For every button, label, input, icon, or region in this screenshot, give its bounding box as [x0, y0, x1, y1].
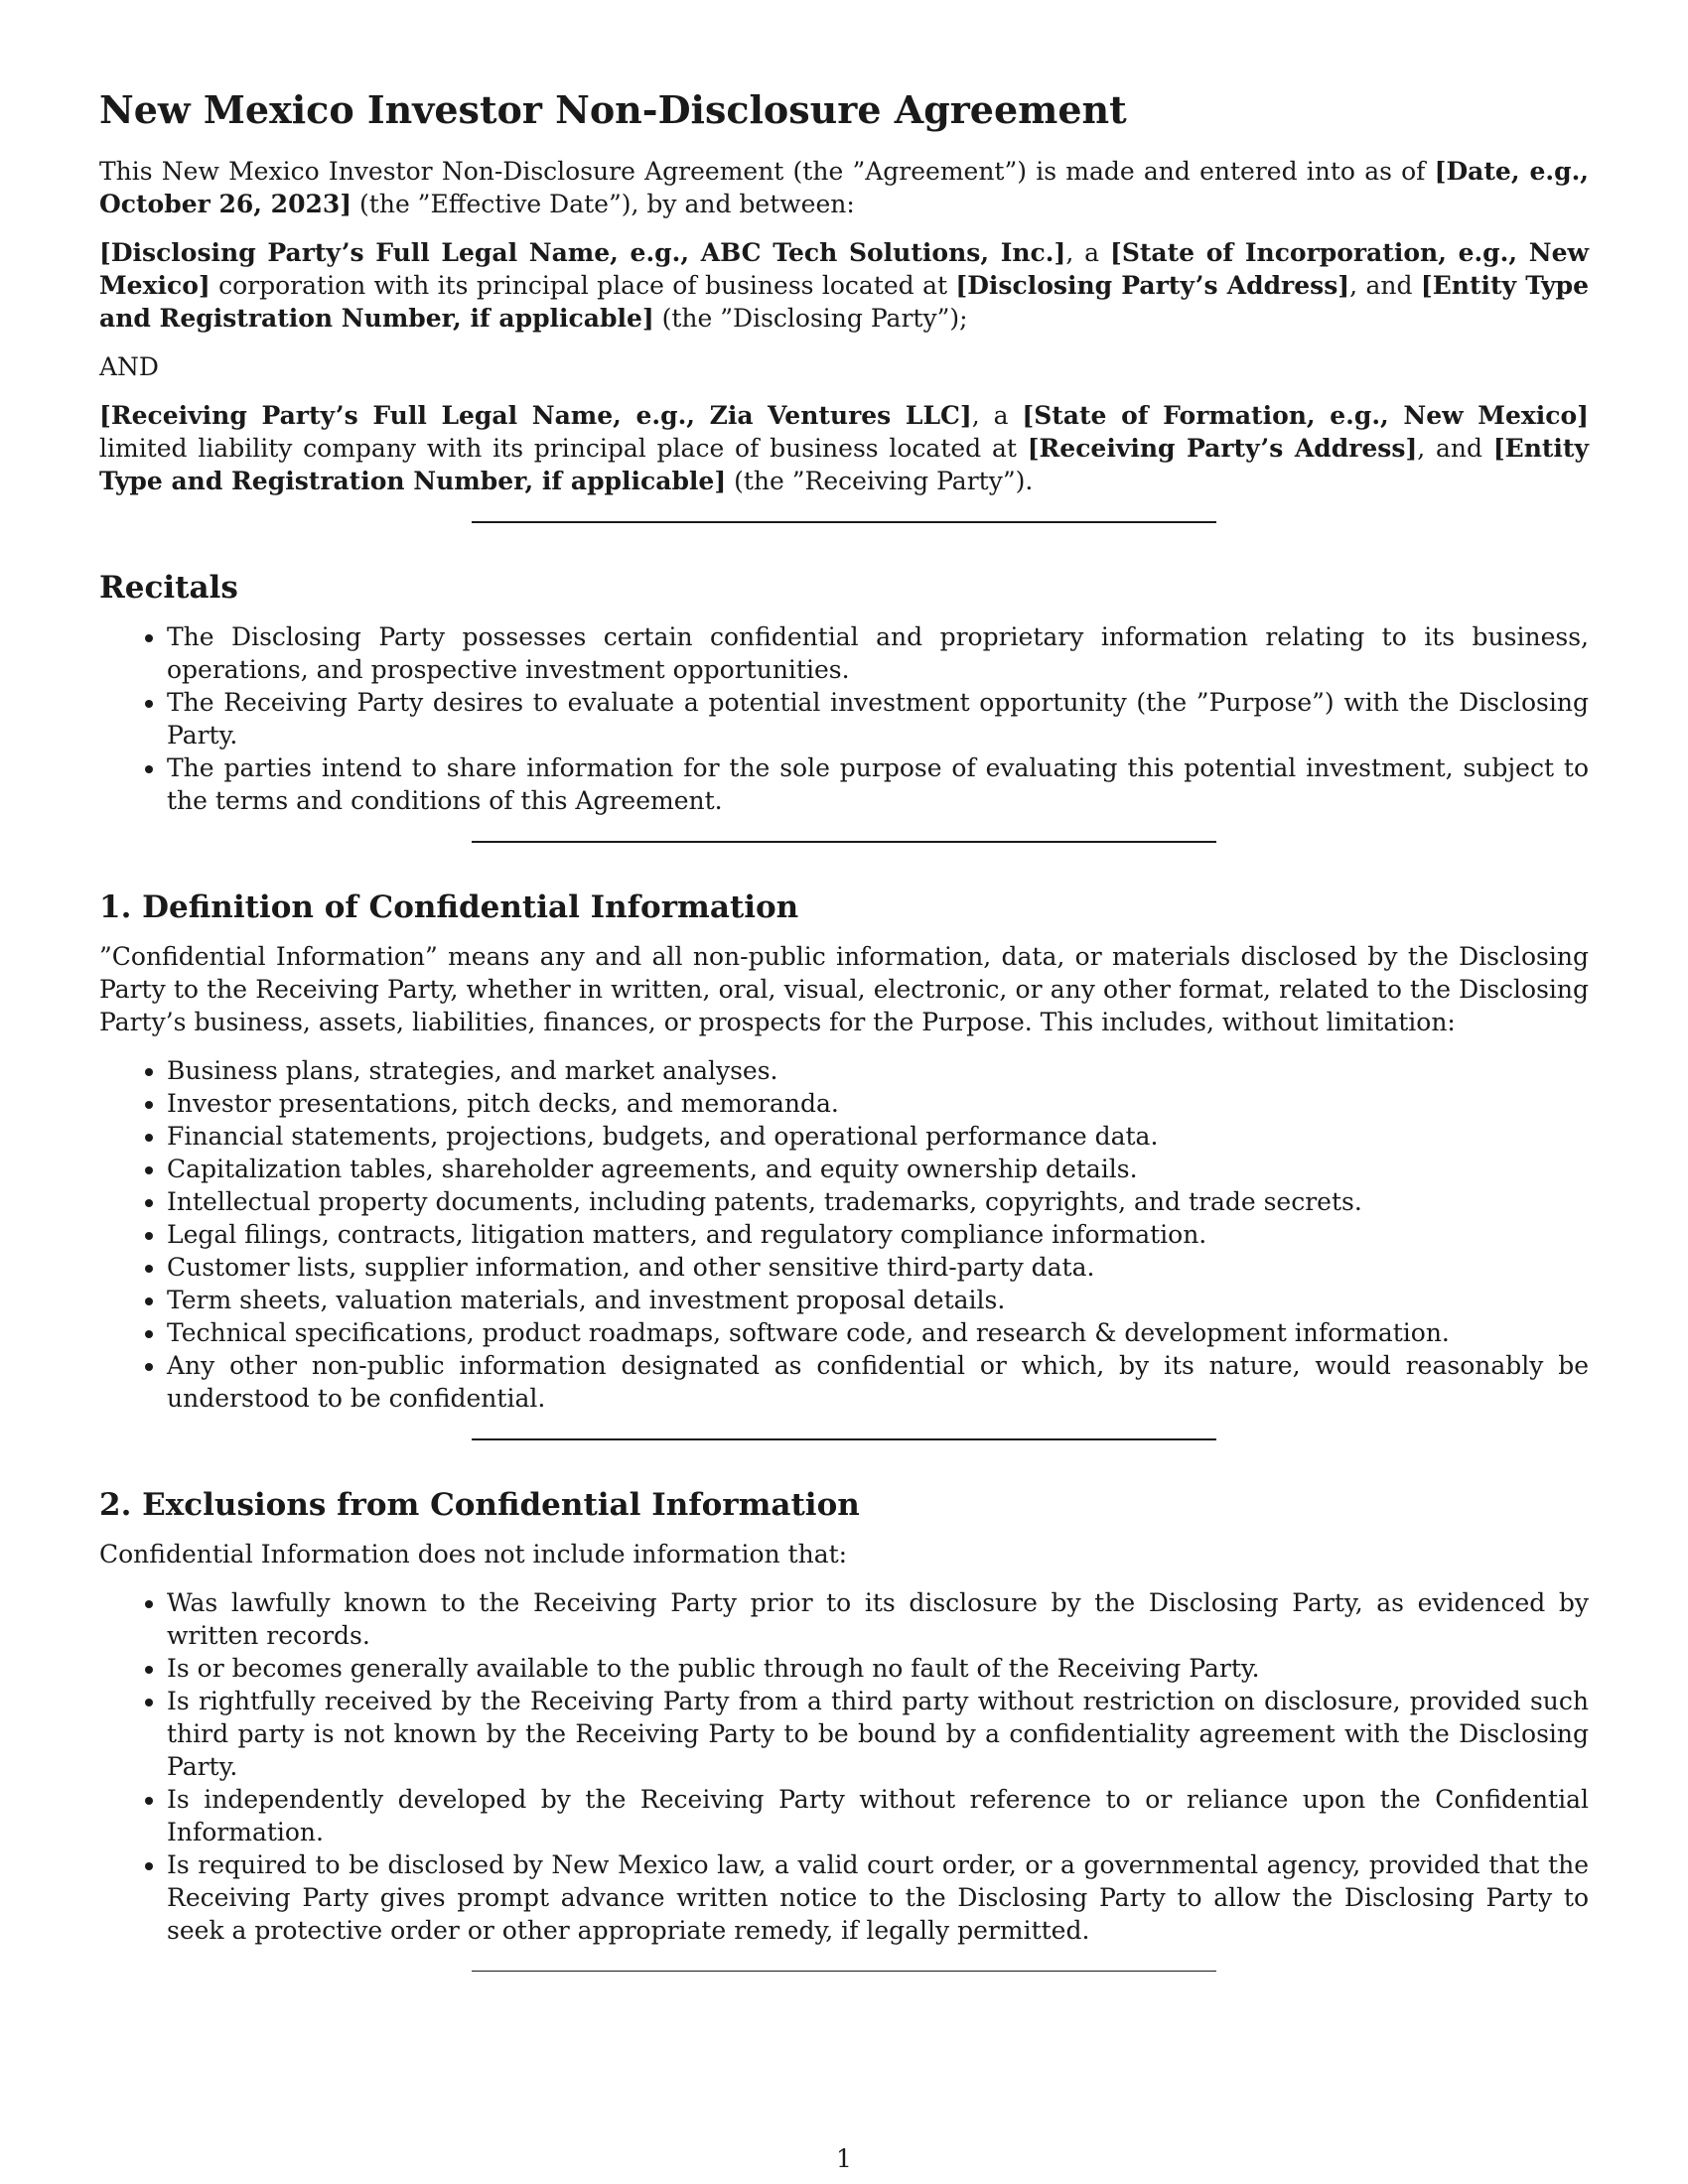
list-item: • Investor presentations, pitch decks, and memoranda. — [167, 1087, 1589, 1120]
disclosing-state-placeholder: [State of Incorporation, e.g., New Mexico] — [99, 238, 1590, 300]
document-page — [99, 87, 1589, 1972]
section-2-heading: 2. Exclusions from Confidential Information — [99, 1487, 860, 1523]
section-1-heading: 1. Definition of Confidential Information — [99, 889, 799, 925]
intro-text-1: This New Mexico Investor Non-Disclosure Agreement (the ”Agreement”) is made and entered into as of — [99, 157, 1435, 186]
list-item: • Is or becomes generally available to the public through no fault of the Receiving Party. — [167, 1652, 1589, 1685]
section-divider — [472, 1971, 1216, 1972]
receiving-entity-placeholder: [Entity Type and Registration Number, if applicable] — [99, 434, 1589, 495]
list-item: • Any other non-public information designated as confidential or which, by its nature, would reasonably be understood to be confidential. — [167, 1349, 1589, 1415]
receiving-address-placeholder: [Receiving Party’s Address] — [1027, 434, 1418, 463]
list-item: • The parties intend to share information for the sole purpose of evaluating this potential investment, subject to the terms and conditions of this Agreement. — [167, 751, 1589, 817]
section-divider — [472, 1438, 1216, 1440]
receiving-name-placeholder: [Receiving Party’s Full Legal Name, e.g., Zia Ventures LLC] — [99, 401, 972, 430]
list-item: • The Disclosing Party possesses certain confidential and proprietary information relating to its business, operations, and prospective investment opportunities. — [167, 620, 1589, 686]
disclosing-name-placeholder: [Disclosing Party’s Full Legal Name, e.g., ABC Tech Solutions, Inc.] — [99, 238, 1066, 267]
section-divider — [472, 521, 1216, 523]
list-item: • Is independently developed by the Receiving Party without reference to or reliance upon the Confidential Information. — [167, 1783, 1589, 1848]
section-1-intro: ”Confidential Information” means any and all non-public information, data, or materials disclosed by the Disclosing Party to the Receiving Party, whether in written, oral, visual, electronic, or any other format, related to the Disclosing Party’s business, assets, liabilities, finances, or prospects for the Purpose. This includes, without limitation: — [99, 942, 1589, 1036]
list-item: • Is rightfully received by the Receiving Party from a third party without restriction on disclosure, provided such third party is not known by the Receiving Party to be bound by a confidentiality agreement with the Disclosing Party. — [167, 1685, 1589, 1783]
list-item: • Financial statements, projections, budgets, and operational performance data. — [167, 1120, 1589, 1153]
list-item: • Customer lists, supplier information, and other sensitive third-party data. — [167, 1251, 1589, 1284]
disclosing-address-placeholder: [Disclosing Party’s Address] — [955, 271, 1350, 300]
section-divider — [472, 841, 1216, 843]
section-2-intro: Confidential Information does not include information that: — [99, 1540, 848, 1569]
list-item: • Capitalization tables, shareholder agreements, and equity ownership details. — [167, 1153, 1589, 1185]
and-separator: AND — [99, 352, 159, 381]
intro-text-2: (the ”Effective Date”), by and between: — [352, 190, 855, 218]
list-item: • The Receiving Party desires to evaluate a potential investment opportunity (the ”Purpose”) with the Disclosing Party. — [167, 686, 1589, 751]
list-item: • Business plans, strategies, and market analyses. — [167, 1054, 1589, 1087]
recitals-heading: Recitals — [99, 570, 238, 606]
list-item: • Legal filings, contracts, litigation matters, and regulatory compliance information. — [167, 1218, 1589, 1251]
recitals-list — [99, 620, 1589, 817]
list-item: • Is required to be disclosed by New Mexico law, a valid court order, or a governmental agency, provided that the Receiving Party gives prompt advance written notice to the Disclosing Party to allow the Disclosing Party to seek a protective order or other appropriate remedy, if legally permitted. — [167, 1848, 1589, 1947]
list-item: • Term sheets, valuation materials, and investment proposal details. — [167, 1284, 1589, 1316]
disclosing-entity-placeholder: [Entity Type and Registration Number, if applicable] — [99, 271, 1589, 333]
intro-paragraph — [99, 155, 1589, 220]
document-title: New Mexico Investor Non-Disclosure Agreement — [99, 87, 1127, 132]
section-1-list — [99, 1054, 1589, 1415]
list-item: • Was lawfully known to the Receiving Party prior to its disclosure by the Disclosing Party, as evidenced by written records. — [167, 1586, 1589, 1652]
list-item: • Technical specifications, product roadmaps, software code, and research & development information. — [167, 1316, 1589, 1349]
section-2-list — [99, 1586, 1589, 1947]
disclosing-party-paragraph: [Disclosing Party’s Full Legal Name, e.g., ABC Tech Solutions, Inc.], a [State of Incorporation, e.g., New Mexico] corporation with its principal place of business located at [Disclosing Party’s Address], and [Entity Type and Registration Number, if applicable] (the ”Disclosing Party”); — [99, 238, 1590, 333]
effective-date-placeholder: [Date, e.g., October 26, 2023] — [99, 157, 1589, 218]
receiving-party-paragraph: [Receiving Party’s Full Legal Name, e.g., Zia Ventures LLC], a [State of Formation, e.g., New Mexico] limited liability company with its principal place of business located at [Receiving Party’s Address], and [Entity Type and Registration Number, if applicable] (the ”Receiving Party”). — [99, 401, 1589, 495]
page-number: 1 — [836, 2144, 852, 2173]
receiving-state-placeholder: [State of Formation, e.g., New Mexico] — [1022, 401, 1589, 430]
list-item: • Intellectual property documents, including patents, trademarks, copyrights, and trade secrets. — [167, 1185, 1589, 1218]
